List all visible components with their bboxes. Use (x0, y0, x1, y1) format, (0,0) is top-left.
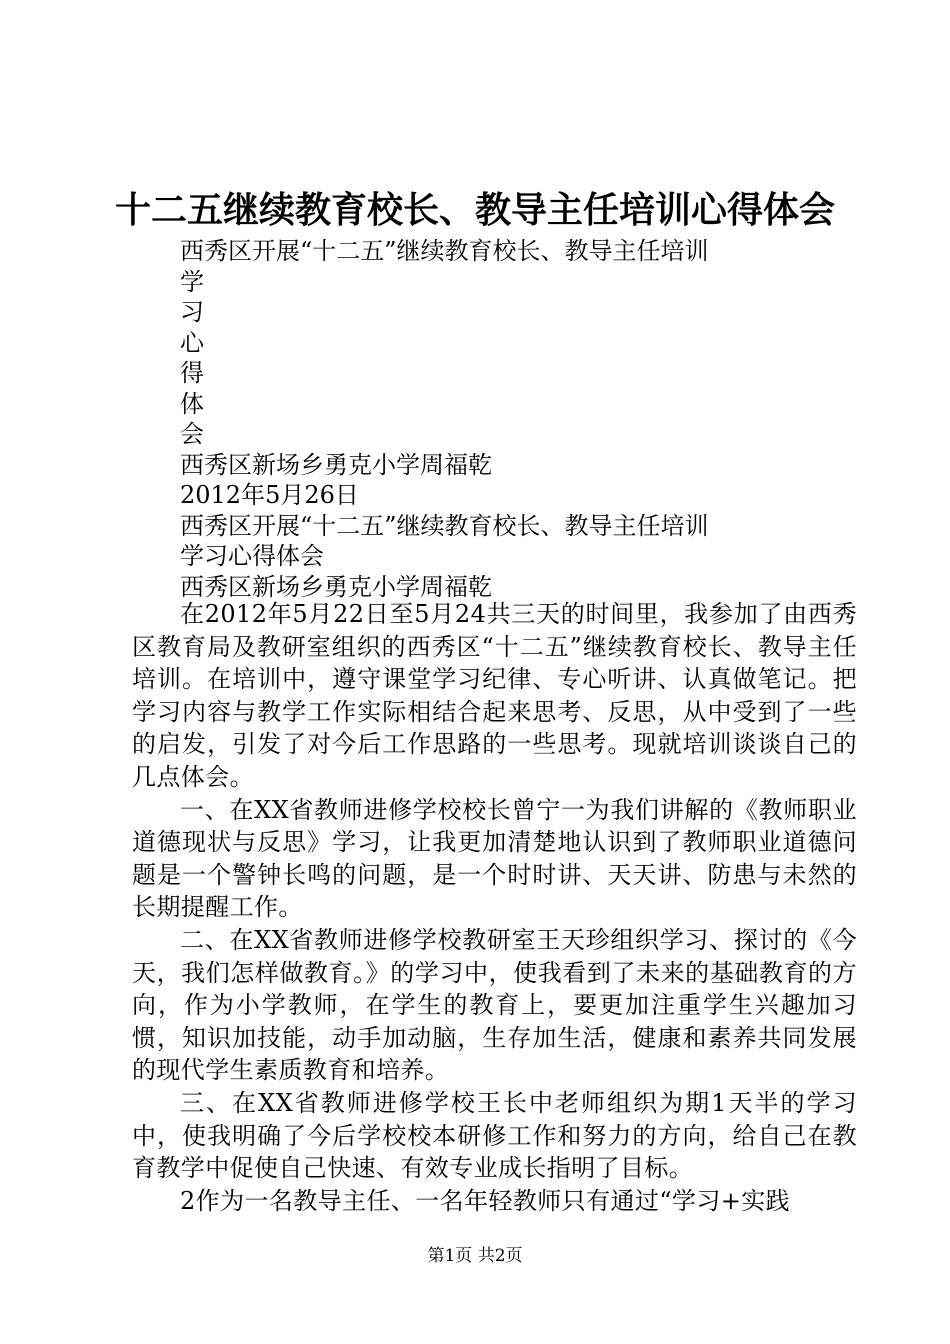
document-body (132, 598, 857, 1217)
vertical-char: 得 (180, 359, 204, 387)
page-footer: 第1页 共2页 (427, 1246, 523, 1266)
header-lines (180, 236, 900, 602)
body-paragraph: 在2012年5月22日至5月24共三天的时间里，我参加了由西秀区教育局及教研室组织的西秀区“十二五”继续教育校长、教导主任培训。在培训中，遵守课堂学习纪律、专心听讲、认真做笔记。把学习内容与教学工作实际相结合起来思考、反思，从中受到了一些的启发，引发了对今后工作思路的一些思考。现就培训谈谈自己的几点体会。 (132, 600, 857, 791)
document-title: 十二五继续教育校长、教导主任培训心得体会 (114, 189, 835, 231)
author-line: 西秀区新场乡勇克小学周福乾 (180, 572, 492, 601)
body-paragraph: 2作为一名教导主任、一名年轻教师只有通过“学习+实践 (180, 1186, 791, 1215)
vertical-char: 学 (180, 267, 204, 296)
body-paragraph: 三、在XX省教师进修学校王长中老师组织为期1天半的学习中，使我明确了今后学校校本研修工作和努力的方向，给自己在教育教学中促使自己快速、有效专业成长指明了目标。 (132, 1088, 857, 1183)
subtitle-line: 学习心得体会 (180, 542, 324, 570)
body-paragraph: 一、在XX省教师进修学校校长曾宁一为我们讲解的《教师职业道德现状与反思》学习，让我更加清楚地认识到了教师职业道德问题是一个警钟长鸣的问题，是一个时时讲、天天讲、防患与未然的长期提醒工作。 (132, 795, 857, 922)
subtitle-line: 西秀区开展“十二五”继续教育校长、教导主任培训 (180, 511, 709, 540)
vertical-char: 体 (180, 389, 204, 418)
author-line: 西秀区新场乡勇克小学周福乾 (180, 450, 492, 479)
vertical-char: 会 (180, 420, 204, 448)
subtitle-line: 西秀区开展“十二五”继续教育校长、教导主任培训 (180, 237, 709, 265)
body-paragraph: 二、在XX省教师进修学校教研室王天珍组织学习、探讨的《今天，我们怎样做教育。》的学习中，使我看到了未来的基础教育的方向，作为小学教师，在学生的教育上，要更加注重学生兴趣加习惯，知识加技能，动手加动脑，生存加生活，健康和素养共同发展的现代学生素质教育和培养。 (132, 925, 857, 1085)
date-line: 2012年5月26日 (180, 481, 359, 509)
vertical-char: 习 (180, 298, 204, 326)
vertical-char: 心 (180, 328, 204, 357)
